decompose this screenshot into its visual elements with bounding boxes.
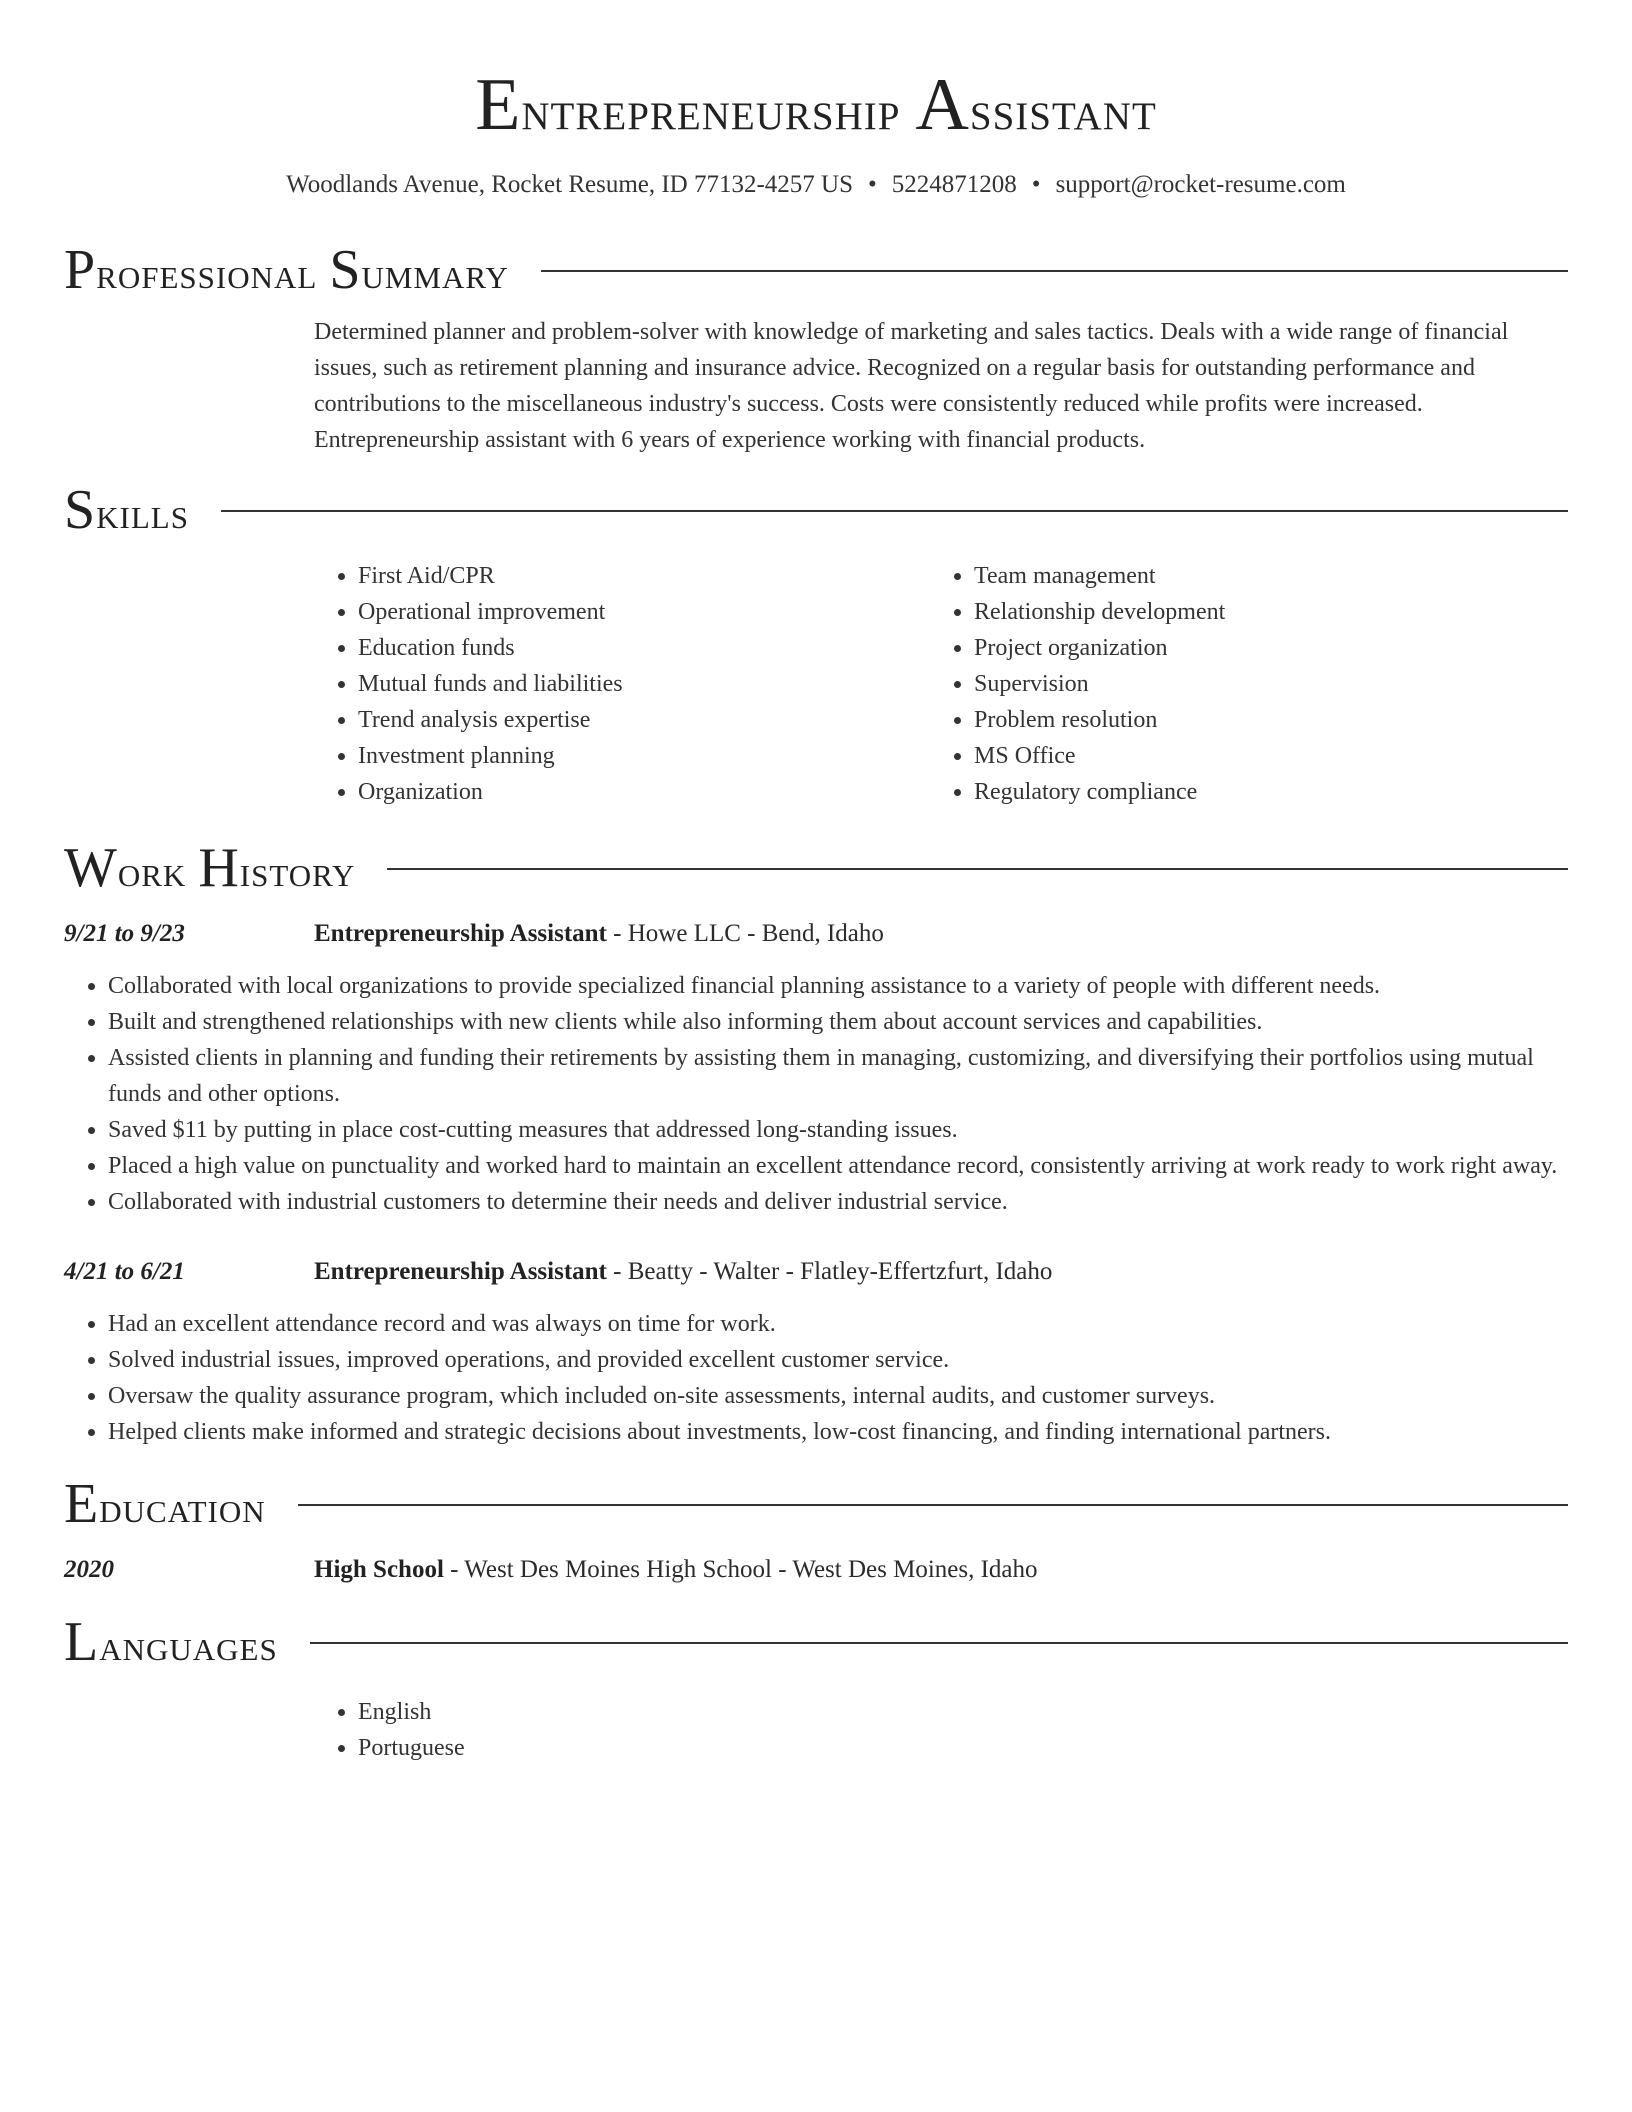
skill-item: • Project organization (974, 630, 1474, 666)
languages-list (314, 1694, 1568, 1766)
section-divider (387, 868, 1568, 870)
skills-column-right (930, 558, 1474, 810)
job-title: Entrepreneurship Assistant (314, 920, 607, 947)
job-bullet: • Helped clients make informed and strategic decisions about investments, low-cost financing, and finding international partners. (108, 1414, 1568, 1450)
job-bullets (64, 968, 1568, 1220)
work-history-section-header (64, 837, 1568, 900)
job-entry (64, 1254, 1568, 1450)
education-year: 2020 (64, 1556, 114, 1583)
job-title: Entrepreneurship Assistant (314, 1258, 607, 1285)
skill-item: • Organization (358, 774, 930, 810)
job-entry (64, 916, 1568, 1220)
section-title: Professional Summary (64, 239, 509, 301)
job-header (64, 1254, 1568, 1290)
skill-item: • Mutual funds and liabilities (358, 666, 930, 702)
skill-item: • Regulatory compliance (974, 774, 1474, 810)
summary-section-header (64, 239, 1568, 302)
section-title: Skills (64, 479, 189, 541)
skill-item: • Investment planning (358, 738, 930, 774)
skill-item: • Education funds (358, 630, 930, 666)
separator: • (1031, 171, 1041, 198)
job-bullet: • Placed a high value on punctuality and worked hard to maintain an excellent attendance record, consistently arriving at work ready to work right away. (108, 1148, 1568, 1184)
skill-item: • Trend analysis expertise (358, 702, 930, 738)
job-bullet: • Oversaw the quality assurance program, which included on-site assessments, internal audits, and customer surveys. (108, 1378, 1568, 1414)
summary-text: Determined planner and problem-solver with knowledge of marketing and sales tactics. Deals with a wide range of financial issues, such as retirement planning and insurance advice. Recognized on a regular basis for outstanding performance and contributions to the miscellaneous industry's success. Costs were consistently reduced while profits were increased. Entrepreneurship assistant with 6 years of experience working with financial products. (314, 319, 1509, 453)
skills-column-left (314, 558, 930, 810)
phone: 5224871208 (891, 171, 1017, 198)
language-item: • English (358, 1694, 1568, 1730)
skills-section-header (64, 479, 1568, 542)
language-items (314, 1694, 1568, 1766)
education-degree: High School (314, 1556, 444, 1583)
resume-page (64, 0, 1568, 1766)
job-bullet: • Assisted clients in planning and funding their retirements by assisting them in managing, customizing, and diversifying their portfolios using mutual funds and other options. (108, 1040, 1568, 1112)
job-dates: 4/21 to 6/21 (64, 1258, 185, 1285)
contact-line (64, 168, 1568, 202)
skill-item: • Supervision (974, 666, 1474, 702)
job-bullet: • Built and strengthened relationships with new clients while also informing them about account services and capabilities. (108, 1004, 1568, 1040)
job-bullet: • Collaborated with local organizations to provide specialized financial planning assistance to a variety of people with different needs. (108, 968, 1568, 1004)
section-title: Education (64, 1473, 266, 1535)
skill-item: • MS Office (974, 738, 1474, 774)
job-title-line (314, 916, 884, 952)
candidate-name: Entrepreneurship Assistant (475, 64, 1157, 146)
job-dates: 9/21 to 9/23 (64, 920, 185, 947)
job-bullet: • Collaborated with industrial customers to determine their needs and deliver industrial service. (108, 1184, 1568, 1220)
section-divider (221, 510, 1568, 512)
job-bullets (64, 1306, 1568, 1450)
skill-item: • Problem resolution (974, 702, 1474, 738)
section-title: Languages (64, 1611, 278, 1673)
section-divider (298, 1504, 1568, 1506)
skill-item: • Relationship development (974, 594, 1474, 630)
email: support@rocket-resume.com (1055, 171, 1346, 198)
job-company: - Beatty - Walter - Flatley-Effertzfurt, Idaho (606, 1258, 1053, 1285)
section-divider (541, 270, 1568, 272)
skill-item: • First Aid/CPR (358, 558, 930, 594)
job-bullet: • Had an excellent attendance record and was always on time for work. (108, 1306, 1568, 1342)
language-item: • Portuguese (358, 1730, 1568, 1766)
skill-item: • Operational improvement (358, 594, 930, 630)
job-company: - Howe LLC - Bend, Idaho (606, 920, 884, 947)
education-school: - West Des Moines High School - West Des Moines, Idaho (443, 1556, 1038, 1583)
job-bullet: • Solved industrial issues, improved operations, and provided excellent customer service. (108, 1342, 1568, 1378)
address: Woodlands Avenue, Rocket Resume, ID 77132-4257 US (286, 171, 854, 198)
education-line (314, 1552, 1038, 1588)
job-title-line (314, 1254, 1052, 1290)
job-bullet: • Saved $11 by putting in place cost-cutting measures that addressed long-standing issues. (108, 1112, 1568, 1148)
skill-item: • Team management (974, 558, 1474, 594)
job-header (64, 916, 1568, 952)
education-section-header (64, 1473, 1568, 1536)
skills-list (314, 558, 1568, 810)
languages-section-header (64, 1611, 1568, 1674)
section-title: Work History (64, 837, 356, 899)
education-entry (64, 1552, 1568, 1588)
section-divider (310, 1642, 1568, 1644)
separator: • (868, 171, 877, 198)
